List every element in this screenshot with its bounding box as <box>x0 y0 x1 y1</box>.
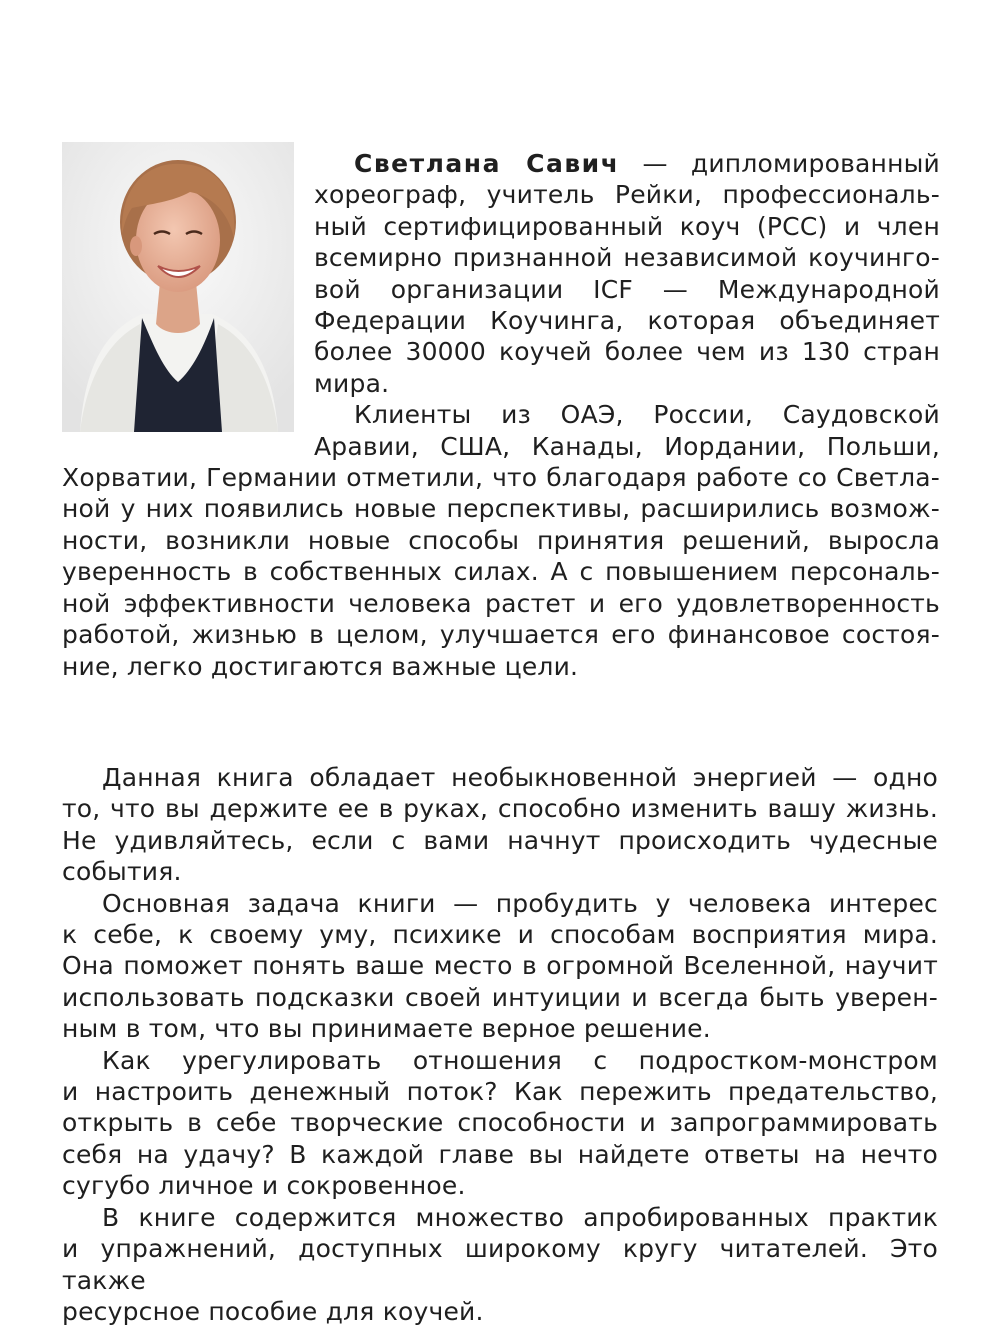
author-name: Светлана Савич <box>354 149 620 178</box>
book-line: к себе, к своему уму, психике и способам восприятия мира. <box>62 920 938 950</box>
book-line: то, что вы держите ее в руках, способно изменить вашу жизнь. <box>62 794 938 824</box>
book-line: Она поможет понять ваше место в огромной Вселенной, научит <box>62 951 938 981</box>
book-line: Основная задача книги — пробудить у человека интерес <box>102 888 938 918</box>
bio-line: Федерации Коучинга, которая объединяет <box>314 306 940 336</box>
author-bio <box>62 148 940 682</box>
book-line: открыть в себе творческие способности и запрограммировать <box>62 1108 938 1138</box>
clients-line: ности, возникли новые способы принятия решений, выросла <box>62 525 940 555</box>
clients-line: уверенность в собственных силах. А с повышением персональ- <box>62 557 940 587</box>
clients-line: ной у них появились новые перспективы, расширились возмож- <box>62 494 940 524</box>
clients-line: ной эффективности человека растет и его удовлетворенность <box>62 588 940 618</box>
book-paragraph-1 <box>62 762 938 888</box>
photo-spacer <box>62 148 314 440</box>
book-line: ным в том, что вы принимаете верное решение. <box>62 1014 711 1044</box>
bio-line: вой организации ICF — Международной <box>314 274 940 304</box>
bio-line: более 30000 коучей более чем из 130 стран <box>314 337 940 367</box>
book-line: Не удивляйтесь, если с вами начнут происходить чудесные <box>62 825 938 855</box>
book-line: события. <box>62 857 182 887</box>
book-line: и упражнений, доступных широкому кругу читателей. Это также <box>62 1234 938 1295</box>
book-paragraph-4 <box>62 1202 938 1328</box>
book-paragraph-2 <box>62 888 938 1045</box>
bio-line: ный сертифицированный коуч (PCC) и член <box>314 211 940 241</box>
clients-paragraph <box>62 399 940 682</box>
book-line: использовать подсказки своей интуиции и всегда быть уверен- <box>62 982 938 1012</box>
bio-line: мира. <box>314 368 390 398</box>
book-line: Как урегулировать отношения с подростком-монстром <box>102 1045 938 1075</box>
book-line: себя на удачу? В каждой главе вы найдете ответы на нечто <box>62 1139 938 1169</box>
book-paragraph-3 <box>62 1045 938 1202</box>
clients-line: работой, жизнью в целом, улучшается его финансовое состоя- <box>62 620 940 650</box>
book-line: Данная книга обладает необыкновенной энергией — одно <box>102 763 938 792</box>
bio-text: — дипломированный <box>619 149 940 178</box>
bio-line: хореограф, учитель Рейки, профессиональ- <box>314 180 940 210</box>
clients-line: Аравии, США, Канады, Иордании, Польши, <box>314 431 940 461</box>
book-line: В книге содержится множество апробированных практик <box>102 1202 938 1232</box>
clients-line: Клиенты из ОАЭ, России, Саудовской <box>354 400 940 430</box>
bio-line: всемирно признанной независимой коучинго- <box>314 243 940 273</box>
book-description <box>62 762 938 1327</box>
clients-line: Хорватии, Германии отметили, что благодаря работе со Светла- <box>62 463 940 493</box>
book-line: и настроить денежный поток? Как пережить предательство, <box>62 1077 938 1107</box>
book-line: сугубо личное и сокровенное. <box>62 1171 466 1201</box>
book-line: ресурсное пособие для коучей. <box>62 1296 484 1326</box>
clients-line: ние, легко достигаются важные цели. <box>62 651 579 681</box>
